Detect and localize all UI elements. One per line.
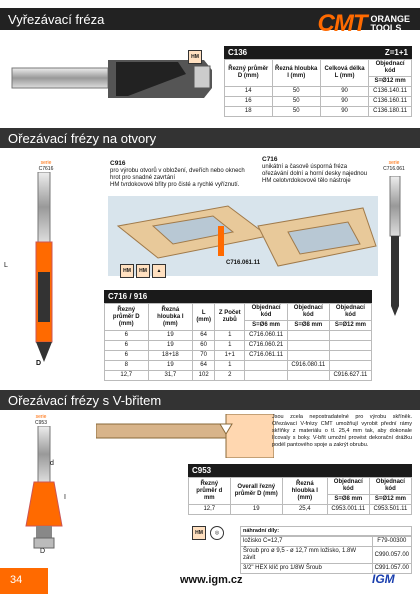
c916-title: C916: [110, 160, 126, 167]
c953-table: [188, 464, 412, 515]
c716-bullet: ořezávání dolní a horní desky najednou: [262, 171, 368, 177]
c716-bullet: HM celotvrdokovové tělo nástroje: [262, 178, 351, 184]
dim-d-label: d: [50, 460, 54, 467]
col-header: Řezný průměr d mm: [189, 478, 231, 505]
dim-D-label: D: [40, 548, 46, 555]
header-bar: [0, 8, 420, 37]
col-header: Objednací kód: [369, 60, 412, 77]
joint-diagram: [96, 414, 274, 458]
page-title: Vyřezávací fréza: [8, 12, 105, 27]
c953-bit-label: serie C953: [35, 414, 47, 426]
c716-916-table: [104, 290, 372, 381]
hm-badge: HM: [136, 264, 150, 278]
spares-table: [240, 526, 412, 574]
logo-cmt: CMT: [317, 10, 367, 37]
table-row: 8 19 64 1 C916.080.11: [105, 361, 372, 371]
c136-teeth: Z=1+1: [384, 48, 408, 57]
c916-features: [110, 160, 260, 189]
tip-badge-icon: ▲: [152, 264, 166, 278]
page-number: 34: [0, 568, 48, 594]
table-row: Šroub pro ø 9,5 - ø 12,7 mm ložisko, 1.8W závit C990.057.00: [241, 547, 412, 564]
side-bit-label: serie C7616: [38, 160, 54, 172]
shank-header: S=Ø8 mm: [287, 321, 329, 331]
table-row: 12,7 31,7 102 2 C916.627.11: [105, 371, 372, 381]
hm-badge: HM: [188, 50, 202, 64]
c916-bullet: HM tvrdokovové břity pro čisté a rychlé vyříznutí.: [110, 182, 240, 188]
c953-description: Jsou zcela nepostradatelné pro výrobu skříněk. Ořezávací V-frézy CMT umožňují vyrobit přední rámy skříňky z materiálu o tl. 25,4 mm tak, aby dokonale lícovaly s boky. V-břit umožní provést dekorační drážku podél pantového spoje a zakrýt obrubu.: [272, 414, 412, 448]
shank-header: S=Ø12 mm: [369, 77, 412, 87]
col-header: Řezná hloubka I (mm): [272, 60, 320, 87]
table-row: 6 19 64 1 C716.060.11: [105, 331, 372, 341]
c136-table: [224, 46, 412, 117]
col-header: Celková délka L (mm): [320, 60, 368, 87]
c953-bit-image: [24, 426, 64, 554]
col-header: Objednací kód: [329, 304, 371, 321]
table-row: 18 50 90 C136.180.11: [225, 107, 412, 117]
c716-061-bit-image: [386, 176, 406, 316]
shank-header: S=Ø8 mm: [327, 495, 369, 505]
c716-bit-image: [24, 172, 64, 368]
right-bit-label: serie C716.061: [383, 160, 405, 172]
table-row: ložisko C=12,7 F79-00300: [241, 537, 412, 547]
col-header: Objednací kód: [327, 478, 369, 495]
shank-header: S=Ø12 mm: [369, 495, 411, 505]
table-row: 16 50 90 C136.160.11: [225, 97, 412, 107]
table-row: 6 18+18 70 1+1 C716.061.11: [105, 351, 372, 361]
col-header: Objednací kód: [245, 304, 287, 321]
col-header: L (mm): [193, 304, 215, 331]
col-header: Řezný průměr D (mm): [225, 60, 273, 87]
c716-features: [262, 156, 372, 185]
c136-code: C136: [228, 48, 248, 57]
table-row: 3/2" HEX klíč pro 1/8W Šroub C991.057.00: [241, 564, 412, 574]
spares-title: náhradní díly:: [240, 526, 412, 536]
col-header: Řezná hloubka I (mm): [148, 304, 193, 331]
c953-code: C953: [192, 466, 212, 475]
photo-code-label: C716.061.11: [226, 260, 261, 266]
col-header: Objednací kód: [287, 304, 329, 321]
dim-L-label: L: [4, 262, 8, 269]
c916-bullet: pro výrobu otvorů v obložení, dveřích nebo oknech: [110, 168, 245, 174]
table-row: 14 50 90 C136.140.11: [225, 87, 412, 97]
col-header: Řezný průměr D (mm): [105, 304, 149, 331]
col-header: Z Počet zubů: [215, 304, 245, 331]
section-title-hole-bits: Ořezávací frézy na otvory: [0, 128, 420, 148]
hm-badge: HM: [120, 264, 134, 278]
cmt-logo: [318, 10, 411, 38]
c716-916-code: C716 / 916: [108, 292, 148, 301]
footer-url[interactable]: www.igm.cz: [180, 574, 243, 586]
shank-header: S=Ø12 mm: [329, 321, 371, 331]
c716-bullet: unikátní a časově úsporná fréza: [262, 164, 348, 170]
col-header: Overall řezný průměr D (mm): [230, 478, 282, 505]
shank-header: S=Ø6 mm: [245, 321, 287, 331]
table-row: 6 19 60 1 C716.060.21: [105, 341, 372, 351]
dim-I-label: I: [64, 494, 66, 501]
c916-bullet: hrot pro snadné zavrtání: [110, 175, 176, 181]
table-row: 12,7 19 25,4 C953.001.11 C953.501.11: [189, 505, 412, 515]
col-header: Řezná hloubka I (mm): [282, 478, 327, 505]
bearing-icon: ◎: [210, 526, 224, 540]
dim-D-label: D: [36, 360, 42, 367]
igm-logo: IGM: [372, 572, 395, 586]
hm-badge: HM: [192, 526, 206, 540]
section-title-v-bits: Ořezávací frézy s V-břitem: [0, 390, 420, 410]
logo-orange-tools: ORANGE TOOLS: [370, 14, 410, 33]
c716-title: C716: [262, 156, 278, 163]
col-header: Objednací kód: [369, 478, 411, 495]
